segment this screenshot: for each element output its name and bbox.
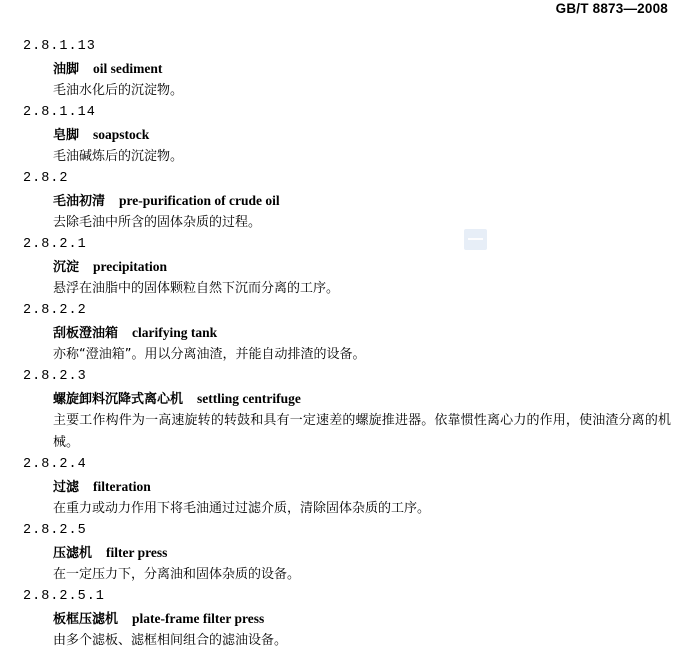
term-chinese: 过滤 [53,480,80,495]
document-body [0,36,695,652]
term-heading [53,542,695,564]
term-entry [0,300,695,366]
term-entry [0,234,695,300]
term-english: precipitation [93,259,168,274]
term-english: pre-purification of crude oil [119,193,280,208]
term-english: oil sediment [93,61,163,76]
term-chinese: 毛油初清 [53,194,106,209]
clause-number: 2.8.2.3 [23,369,87,384]
term-chinese: 沉淀 [53,260,80,275]
term-definition: 在一定压力下，分离油和固体杂质的设备。 [53,567,301,582]
term-chinese: 油脚 [53,62,80,77]
term-heading [53,608,695,630]
term-definition: 毛油水化后的沉淀物。 [53,83,184,98]
term-entry [0,520,695,586]
term-chinese: 螺旋卸料沉降式离心机 [53,392,184,407]
clause-number: 2.8.2.2 [23,303,87,318]
term-chinese: 压滤机 [53,546,93,561]
clause-number: 2.8.2.5 [23,523,87,538]
term-entry [0,366,695,454]
clause-number: 2.8.2.1 [23,237,87,252]
term-entry [0,168,695,234]
term-heading [53,58,695,80]
term-heading [53,124,695,146]
term-english: soapstock [93,127,150,142]
term-heading [53,476,695,498]
term-definition: 去除毛油中所含的固体杂质的过程。 [53,215,262,230]
term-heading [53,322,695,344]
clause-number: 2.8.1.13 [23,39,96,54]
term-english: filter press [106,545,168,560]
term-heading [53,190,695,212]
standard-code-header: GB/T 8873—2008 [555,1,668,16]
term-definition: 主要工作构件为一高速旋转的转鼓和具有一定速差的螺旋推进器。依靠惯性离心力的作用，使油渣分离的机械。 [53,413,671,450]
term-definition: 由多个滤板、滤框相间组合的滤油设备。 [53,633,288,648]
term-english: plate-frame filter press [132,611,265,626]
term-entry [0,586,695,652]
term-heading [53,256,695,278]
term-chinese: 皂脚 [53,128,80,143]
term-chinese: 刮板澄油箱 [53,326,119,341]
clause-number: 2.8.2 [23,171,69,186]
term-definition: 在重力或动力作用下将毛油通过过滤介质，清除固体杂质的工序。 [53,501,431,516]
term-entry [0,454,695,520]
term-definition: 悬浮在油脂中的固体颗粒自然下沉而分离的工序。 [53,281,340,296]
term-entry [0,36,695,102]
term-heading [53,388,695,410]
term-definition: 亦称“澄油箱”。用以分离油渣，并能自动排渣的设备。 [53,347,366,362]
term-chinese: 板框压滤机 [53,612,119,627]
term-definition: 毛油碱炼后的沉淀物。 [53,149,184,164]
term-english: filteration [93,479,151,494]
clause-number: 2.8.2.4 [23,457,87,472]
term-entry [0,102,695,168]
clause-number: 2.8.1.14 [23,105,96,120]
term-english: settling centrifuge [197,391,301,406]
term-english: clarifying tank [132,325,218,340]
clause-number: 2.8.2.5.1 [23,589,105,604]
